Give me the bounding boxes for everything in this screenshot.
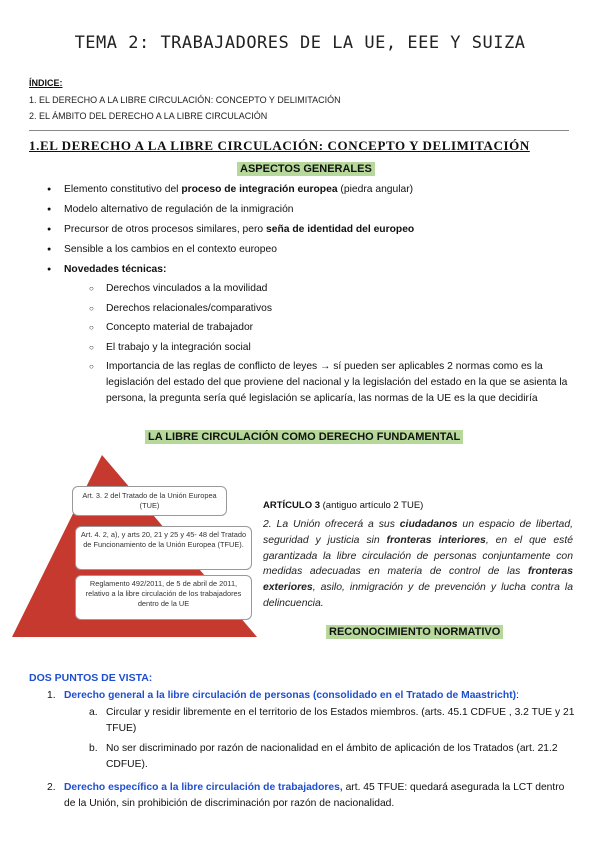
sub-item: ○ Derechos vinculados a la movilidad bbox=[89, 279, 579, 299]
divider bbox=[29, 130, 569, 131]
bullet-list bbox=[47, 180, 577, 280]
index-item-1: 1. EL DERECHO A LA LIBRE CIRCULACIÓN: CONCEPTO Y DELIMITACIÓN bbox=[29, 95, 341, 105]
novedades-sublist bbox=[89, 279, 579, 407]
sub-item-a: a. Circular y residir libremente en el territorio de los Estados miembros. (arts. 45.1 CDFUE , 3.2 TUE y 21 TFUE) bbox=[89, 707, 575, 734]
article-text: 2. La Unión ofrecerá a sus ciudadanos un espacio de libertad, seguridad y justicia sin fronteras interiores, en el que esté garantizada la libre circulación de personas conjuntamente con medidas adecuadas en materia de control de las fronteras exteriores, asilo, inmigración y de prevención y lucha contra la delincuencia. bbox=[263, 519, 573, 609]
list-item: ● Novedades técnicas: bbox=[47, 260, 577, 280]
sub-item: ○ El trabajo y la integración social bbox=[89, 338, 579, 358]
list-item-2: 2. Derecho específico a la libre circulación de trabajadores, art. 45 TFUE: quedará asegurada la LCT dentro de la Unión, sin prohibición de discriminación por razón de nacionalidad. bbox=[47, 782, 565, 809]
fundamental-heading: LA LIBRE CIRCULACIÓN COMO DERECHO FUNDAMENTAL bbox=[145, 430, 463, 444]
index-heading: ÍNDICE: bbox=[29, 78, 63, 88]
reconocimiento-heading: RECONOCIMIENTO NORMATIVO bbox=[326, 625, 503, 639]
dos-puntos-heading: DOS PUNTOS DE VISTA: bbox=[29, 672, 153, 684]
sub-item-b: b. No ser discriminado por razón de nacionalidad en el ámbito de aplicación de los Tratados (art. 21.2 CDFUE). bbox=[89, 743, 558, 770]
index-item-2: 2. EL ÁMBITO DEL DERECHO A LA LIBRE CIRCULACIÓN bbox=[29, 111, 268, 121]
list-item: ● Elemento constitutivo del proceso de integración europea (piedra angular) bbox=[47, 180, 577, 200]
pyramid-box-middle: Art. 4. 2, a), y arts 20, 21 y 25 y 45- 48 del Tratado de Funcionamiento de la Unión Europea (TFUE). bbox=[75, 526, 252, 570]
pyramid-box-bottom: Reglamento 492/2011, de 5 de abril de 2011, relativo a la libre circulación de los trabajadores dentro de la UE bbox=[75, 575, 252, 620]
pyramid-box-top: Art. 3. 2 del Tratado de la Unión Europea (TUE) bbox=[72, 486, 227, 516]
aspectos-heading: ASPECTOS GENERALES bbox=[237, 162, 375, 176]
sub-item: ○ Concepto material de trabajador bbox=[89, 318, 579, 338]
article-title: ARTÍCULO 3 (antiguo artículo 2 TUE) bbox=[263, 500, 424, 511]
page-title: TEMA 2: TRABAJADORES DE LA UE, EEE Y SUIZA bbox=[74, 33, 526, 53]
list-item: ● Sensible a los cambios en el contexto europeo bbox=[47, 240, 577, 260]
pyramid-diagram bbox=[12, 455, 257, 640]
sub-item: ○ Importancia de las reglas de conflicto de leyes → sí pueden ser aplicables 2 normas como es la legislación del estado del que proviene del nacional y la legislación del estado en la que se asienta la persona, la pregunta sería qué legislación se aplicaría, las normas de la UE es la que decidiría bbox=[89, 359, 579, 407]
list-item: ● Precursor de otros procesos similares, pero seña de identidad del europeo bbox=[47, 220, 577, 240]
list-item-1: 1. Derecho general a la libre circulación de personas (consolidado en el Tratado de Maastricht): bbox=[47, 690, 519, 701]
sub-item: ○ Derechos relacionales/comparativos bbox=[89, 299, 579, 319]
list-item: ● Modelo alternativo de regulación de la inmigración bbox=[47, 200, 577, 220]
section-1-heading: 1.EL DERECHO A LA LIBRE CIRCULACIÓN: CONCEPTO Y DELIMITACIÓN bbox=[29, 138, 530, 153]
